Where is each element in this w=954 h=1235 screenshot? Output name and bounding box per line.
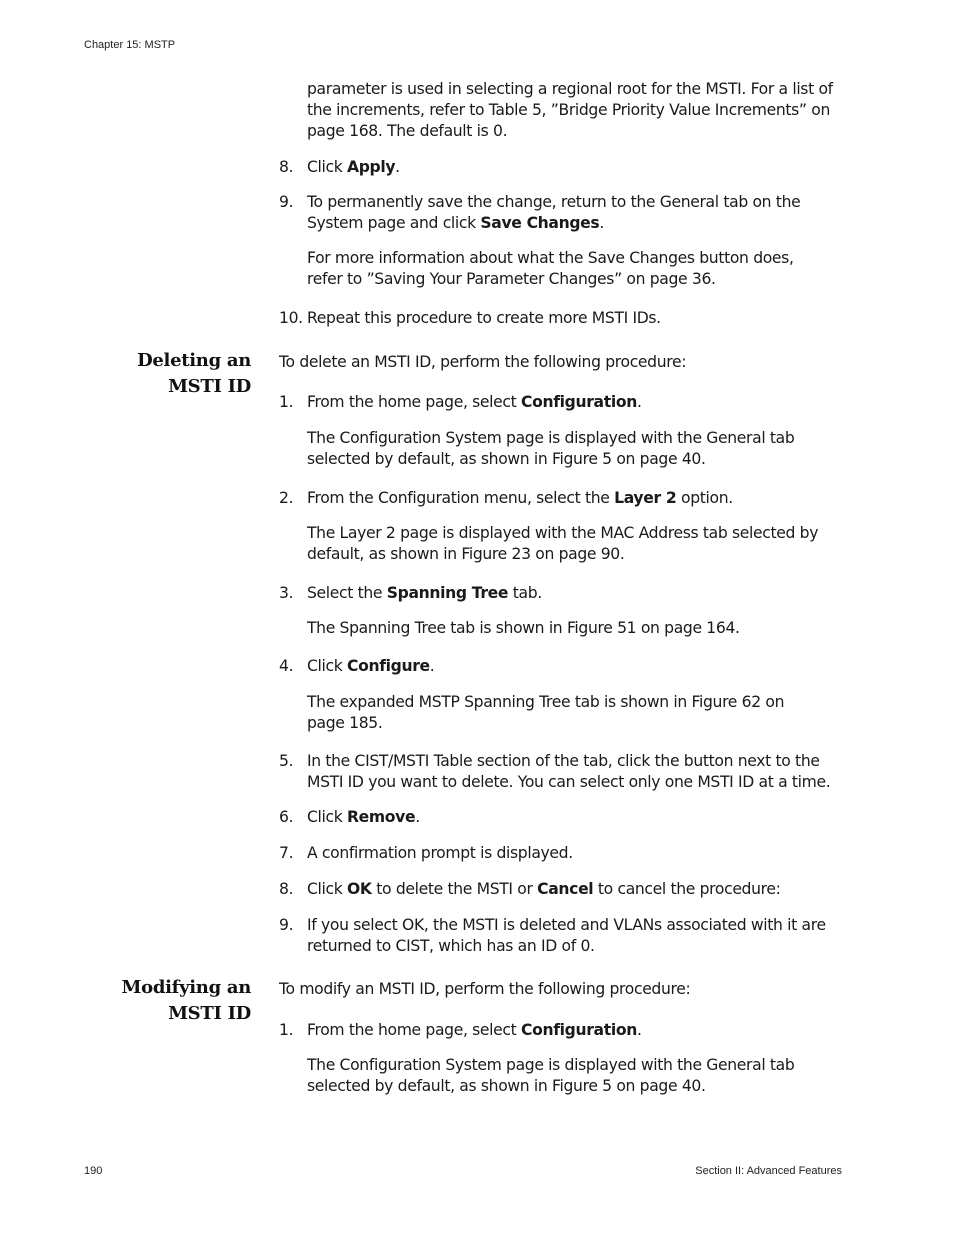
step-number: 4.	[279, 657, 294, 675]
delete-step-2-note: The Layer 2 page is displayed with the MAC Address tab selected by default, as shown in Figure 23 on page 90.	[307, 524, 819, 563]
heading-line: MSTI ID	[168, 376, 251, 397]
step-text: Click	[307, 808, 348, 826]
step-text: .	[415, 808, 420, 826]
step-text: .	[395, 158, 400, 176]
step-text: In the CIST/MSTI Table section of the tab, click the button next to the MSTI ID you want to delete. You can select only one MSTI ID at a time.	[307, 752, 831, 791]
step-number: 8.	[279, 158, 294, 176]
deleting-intro: To delete an MSTI ID, perform the following procedure:	[279, 353, 687, 371]
page-number: 190	[84, 1165, 103, 1177]
delete-step-4-note: The expanded MSTP Spanning Tree tab is shown in Figure 62 on page 185.	[307, 693, 785, 732]
step-text: .	[429, 657, 435, 675]
continuation-paragraph: parameter is used in selecting a regional root for the MSTI. For a list of the increments, refer to Table 5, ”Bridge Priority Value Increments” on page 168. The default is 0.	[307, 80, 833, 140]
step-text: .	[599, 214, 604, 232]
step-text: Click	[307, 880, 348, 898]
ui-term: OK	[347, 880, 372, 898]
modify-step-1-note: The Configuration System page is displayed with the General tab selected by default, as shown in Figure 5 on page 40.	[307, 1056, 795, 1095]
step-number: 5.	[279, 752, 294, 770]
ui-term: Remove	[347, 808, 416, 826]
step-text: Click	[307, 158, 348, 176]
step-number: 3.	[279, 584, 294, 602]
modifying-intro: To modify an MSTI ID, perform the following procedure:	[279, 980, 691, 998]
step-text: If you select OK, the MSTI is deleted and VLANs associated with it are returned to CIST, which has an ID of 0.	[307, 916, 826, 955]
section-heading-deleting	[137, 348, 251, 400]
ui-term: Configuration	[521, 1021, 637, 1039]
ui-term: Configuration	[521, 393, 637, 411]
step-number: 7.	[279, 844, 294, 862]
step-number: 6.	[279, 808, 294, 826]
heading-line: Modifying an	[121, 977, 251, 998]
step-text: to delete the MSTI or	[371, 880, 538, 898]
step-number: 9.	[279, 916, 294, 934]
ui-term: Spanning Tree	[386, 584, 509, 602]
step-text: Repeat this procedure to create more MSTI IDs.	[307, 309, 661, 327]
heading-line: Deleting an	[137, 350, 251, 371]
step-text: .	[636, 1021, 642, 1039]
ui-term: Configure	[347, 657, 430, 675]
section-footer: Section II: Advanced Features	[695, 1165, 842, 1177]
step-number: 8.	[279, 880, 294, 898]
section-heading-modifying	[122, 975, 251, 1027]
step-text: From the Configuration menu, select the	[307, 489, 615, 507]
step-text: To permanently save the change, return to the General tab on the System page and click	[307, 193, 801, 232]
ui-term: Apply	[347, 158, 396, 176]
step-text: From the home page, select	[307, 1021, 522, 1039]
delete-step-1-note: The Configuration System page is displayed with the General tab selected by default, as shown in Figure 5 on page 40.	[307, 429, 795, 468]
ui-term: Layer 2	[614, 489, 677, 507]
step-text: A confirmation prompt is displayed.	[307, 844, 573, 862]
step-9-note: For more information about what the Save Changes button does, refer to ”Saving Your Parameter Changes” on page 36.	[307, 249, 794, 288]
ui-term: Save Changes	[480, 214, 600, 232]
chapter-header: Chapter 15: MSTP	[84, 39, 176, 51]
step-text: option.	[676, 489, 733, 507]
step-text: Click	[307, 657, 348, 675]
step-text: Select the	[307, 584, 387, 602]
heading-line: MSTI ID	[168, 1003, 251, 1024]
step-text: tab.	[508, 584, 542, 602]
step-number: 9.	[279, 193, 294, 211]
delete-step-3-note: The Spanning Tree tab is shown in Figure 51 on page 164.	[307, 619, 740, 637]
step-text: to cancel the procedure:	[593, 880, 781, 898]
ui-term: Cancel	[537, 880, 594, 898]
step-number: 10.	[279, 309, 303, 327]
step-number: 1.	[279, 393, 294, 411]
step-number: 2.	[279, 489, 294, 507]
step-text: From the home page, select	[307, 393, 522, 411]
step-number: 1.	[279, 1021, 294, 1039]
step-text: .	[636, 393, 642, 411]
